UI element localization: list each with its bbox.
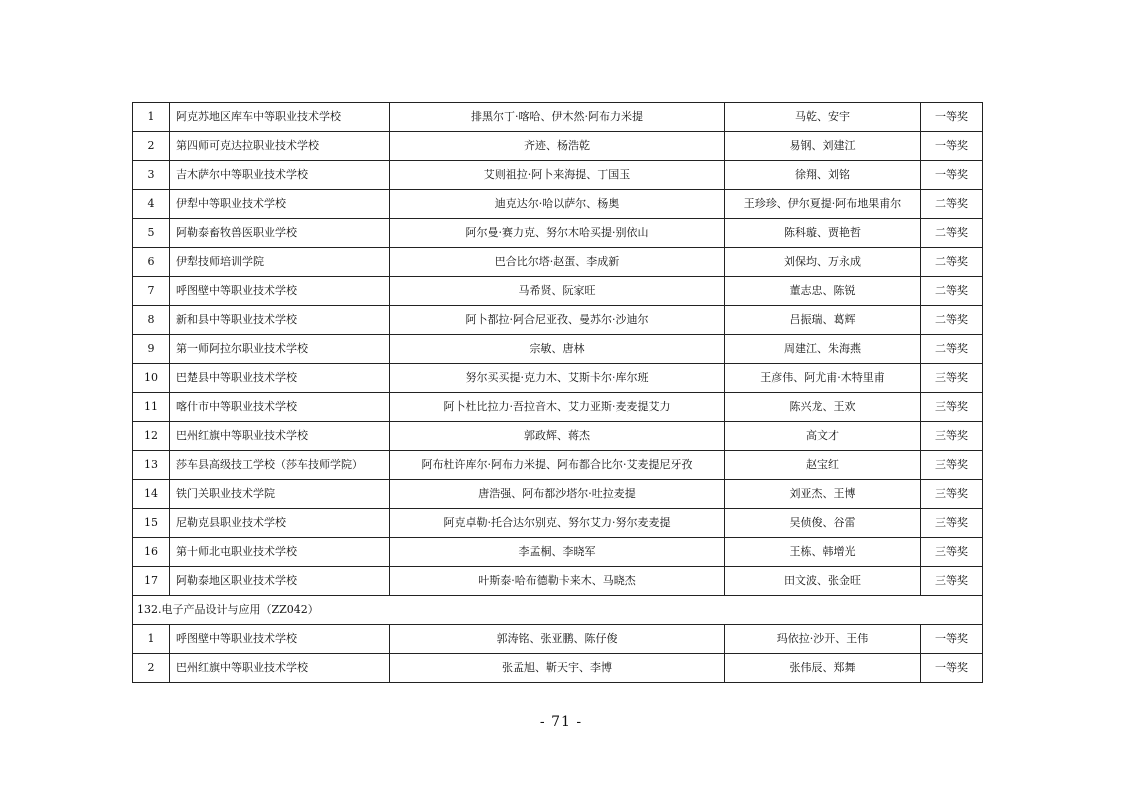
- student-names: 唐浩强、阿布都沙塔尔·吐拉麦提: [390, 480, 725, 509]
- school-name: 阿勒泰畜牧兽医职业学校: [170, 219, 390, 248]
- teacher-names: 董志忠、陈锐: [725, 277, 921, 306]
- teacher-names: 王珍珍、伊尔夏提·阿布地果甫尔: [725, 190, 921, 219]
- award-level: 二等奖: [921, 306, 983, 335]
- table-row: [133, 422, 983, 451]
- row-number: 8: [133, 306, 170, 335]
- award-level: 二等奖: [921, 219, 983, 248]
- table-row: [133, 654, 983, 683]
- teacher-names: 徐翔、刘铭: [725, 161, 921, 190]
- row-number: 12: [133, 422, 170, 451]
- teacher-names: 王栋、韩增光: [725, 538, 921, 567]
- school-name: 第十师北屯职业技术学校: [170, 538, 390, 567]
- award-level: 二等奖: [921, 335, 983, 364]
- row-number: 2: [133, 132, 170, 161]
- table-row: [133, 393, 983, 422]
- student-names: 郭政辉、蒋杰: [390, 422, 725, 451]
- award-level: 一等奖: [921, 161, 983, 190]
- row-number: 3: [133, 161, 170, 190]
- row-number: 7: [133, 277, 170, 306]
- row-number: 9: [133, 335, 170, 364]
- teacher-names: 陈科璇、贾艳哲: [725, 219, 921, 248]
- student-names: 努尔买买提·克力木、艾斯卡尔·库尔班: [390, 364, 725, 393]
- table-row: [133, 132, 983, 161]
- school-name: 阿克苏地区库车中等职业技术学校: [170, 103, 390, 132]
- school-name: 巴楚县中等职业技术学校: [170, 364, 390, 393]
- school-name: 巴州红旗中等职业技术学校: [170, 422, 390, 451]
- award-level: 三等奖: [921, 538, 983, 567]
- award-level: 一等奖: [921, 625, 983, 654]
- teacher-names: 刘亚杰、王博: [725, 480, 921, 509]
- student-names: 马希贤、阮家旺: [390, 277, 725, 306]
- student-names: 巴合比尔塔·赵蛋、李成新: [390, 248, 725, 277]
- teacher-names: 刘保均、万永成: [725, 248, 921, 277]
- student-names: 艾则祖拉·阿卜来海提、丁国玉: [390, 161, 725, 190]
- table-row: [133, 625, 983, 654]
- teacher-names: 周建江、朱海燕: [725, 335, 921, 364]
- teacher-names: 张伟辰、郑舞: [725, 654, 921, 683]
- row-number: 5: [133, 219, 170, 248]
- table-row: [133, 277, 983, 306]
- table-row: [133, 567, 983, 596]
- table-row: [133, 480, 983, 509]
- row-number: 14: [133, 480, 170, 509]
- page-number: - 71 -: [539, 714, 583, 730]
- teacher-names: 吕振瑞、葛辉: [725, 306, 921, 335]
- row-number: 11: [133, 393, 170, 422]
- row-number: 10: [133, 364, 170, 393]
- school-name: 阿勒泰地区职业技术学校: [170, 567, 390, 596]
- table-row: [133, 219, 983, 248]
- award-level: 三等奖: [921, 422, 983, 451]
- student-names: 阿卜杜比拉力·吾拉音木、艾力亚斯·麦麦提艾力: [390, 393, 725, 422]
- table-body: [133, 103, 983, 683]
- row-number: 16: [133, 538, 170, 567]
- student-names: 郭涛铭、张亚鹏、陈仔俊: [390, 625, 725, 654]
- section-header-row: [133, 596, 983, 625]
- student-names: 叶斯泰·哈布德勒卡来木、马晓杰: [390, 567, 725, 596]
- table-row: [133, 335, 983, 364]
- school-name: 铁门关职业技术学院: [170, 480, 390, 509]
- teacher-names: 玛依拉·沙开、王伟: [725, 625, 921, 654]
- award-level: 三等奖: [921, 364, 983, 393]
- table-row: [133, 509, 983, 538]
- school-name: 新和县中等职业技术学校: [170, 306, 390, 335]
- teacher-names: 高文才: [725, 422, 921, 451]
- table-row: [133, 451, 983, 480]
- school-name: 呼图壁中等职业技术学校: [170, 277, 390, 306]
- row-number: 2: [133, 654, 170, 683]
- teacher-names: 马乾、安宇: [725, 103, 921, 132]
- school-name: 莎车县高级技工学校（莎车技师学院）: [170, 451, 390, 480]
- table-row: [133, 306, 983, 335]
- student-names: 迪克达尔·哈以萨尔、杨奥: [390, 190, 725, 219]
- row-number: 15: [133, 509, 170, 538]
- school-name: 第一师阿拉尔职业技术学校: [170, 335, 390, 364]
- row-number: 4: [133, 190, 170, 219]
- table-row: [133, 103, 983, 132]
- school-name: 呼图壁中等职业技术学校: [170, 625, 390, 654]
- school-name: 伊犁技师培训学院: [170, 248, 390, 277]
- row-number: 1: [133, 625, 170, 654]
- award-level: 一等奖: [921, 103, 983, 132]
- table-row: [133, 248, 983, 277]
- school-name: 巴州红旗中等职业技术学校: [170, 654, 390, 683]
- award-level: 二等奖: [921, 248, 983, 277]
- table-row: [133, 190, 983, 219]
- student-names: 阿布杜许库尔·阿布力米提、阿布都合比尔·艾麦提尼牙孜: [390, 451, 725, 480]
- table-row: [133, 364, 983, 393]
- teacher-names: 赵宝红: [725, 451, 921, 480]
- award-level: 三等奖: [921, 451, 983, 480]
- teacher-names: 吴侦俊、谷雷: [725, 509, 921, 538]
- school-name: 第四师可克达拉职业技术学校: [170, 132, 390, 161]
- school-name: 喀什市中等职业技术学校: [170, 393, 390, 422]
- row-number: 17: [133, 567, 170, 596]
- student-names: 排黑尔丁·喀哈、伊木然·阿布力米提: [390, 103, 725, 132]
- award-level: 三等奖: [921, 567, 983, 596]
- school-name: 伊犁中等职业技术学校: [170, 190, 390, 219]
- student-names: 李孟桐、李晓军: [390, 538, 725, 567]
- award-level: 一等奖: [921, 654, 983, 683]
- row-number: 6: [133, 248, 170, 277]
- award-level: 三等奖: [921, 480, 983, 509]
- award-level: 二等奖: [921, 190, 983, 219]
- table-row: [133, 161, 983, 190]
- teacher-names: 陈兴龙、王欢: [725, 393, 921, 422]
- student-names: 齐迹、杨浩乾: [390, 132, 725, 161]
- school-name: 尼勒克县职业技术学校: [170, 509, 390, 538]
- student-names: 阿克卓勒·托合达尔别克、努尔艾力·努尔麦麦提: [390, 509, 725, 538]
- table-row: [133, 538, 983, 567]
- teacher-names: 田文波、张金旺: [725, 567, 921, 596]
- award-level: 一等奖: [921, 132, 983, 161]
- student-names: 阿尔曼·赛力克、努尔木哈买提·别依山: [390, 219, 725, 248]
- row-number: 1: [133, 103, 170, 132]
- row-number: 13: [133, 451, 170, 480]
- award-level: 二等奖: [921, 277, 983, 306]
- award-level: 三等奖: [921, 393, 983, 422]
- award-results-table: [132, 102, 983, 683]
- student-names: 宗敏、唐林: [390, 335, 725, 364]
- student-names: 阿卜都拉·阿合尼亚孜、曼苏尔·沙迪尔: [390, 306, 725, 335]
- award-level: 三等奖: [921, 509, 983, 538]
- teacher-names: 易钢、刘建江: [725, 132, 921, 161]
- teacher-names: 王彦伟、阿尤甫·木特里甫: [725, 364, 921, 393]
- school-name: 吉木萨尔中等职业技术学校: [170, 161, 390, 190]
- student-names: 张孟旭、靳天宇、李博: [390, 654, 725, 683]
- section-title: 132.电子产品设计与应用（ZZ042）: [133, 596, 983, 625]
